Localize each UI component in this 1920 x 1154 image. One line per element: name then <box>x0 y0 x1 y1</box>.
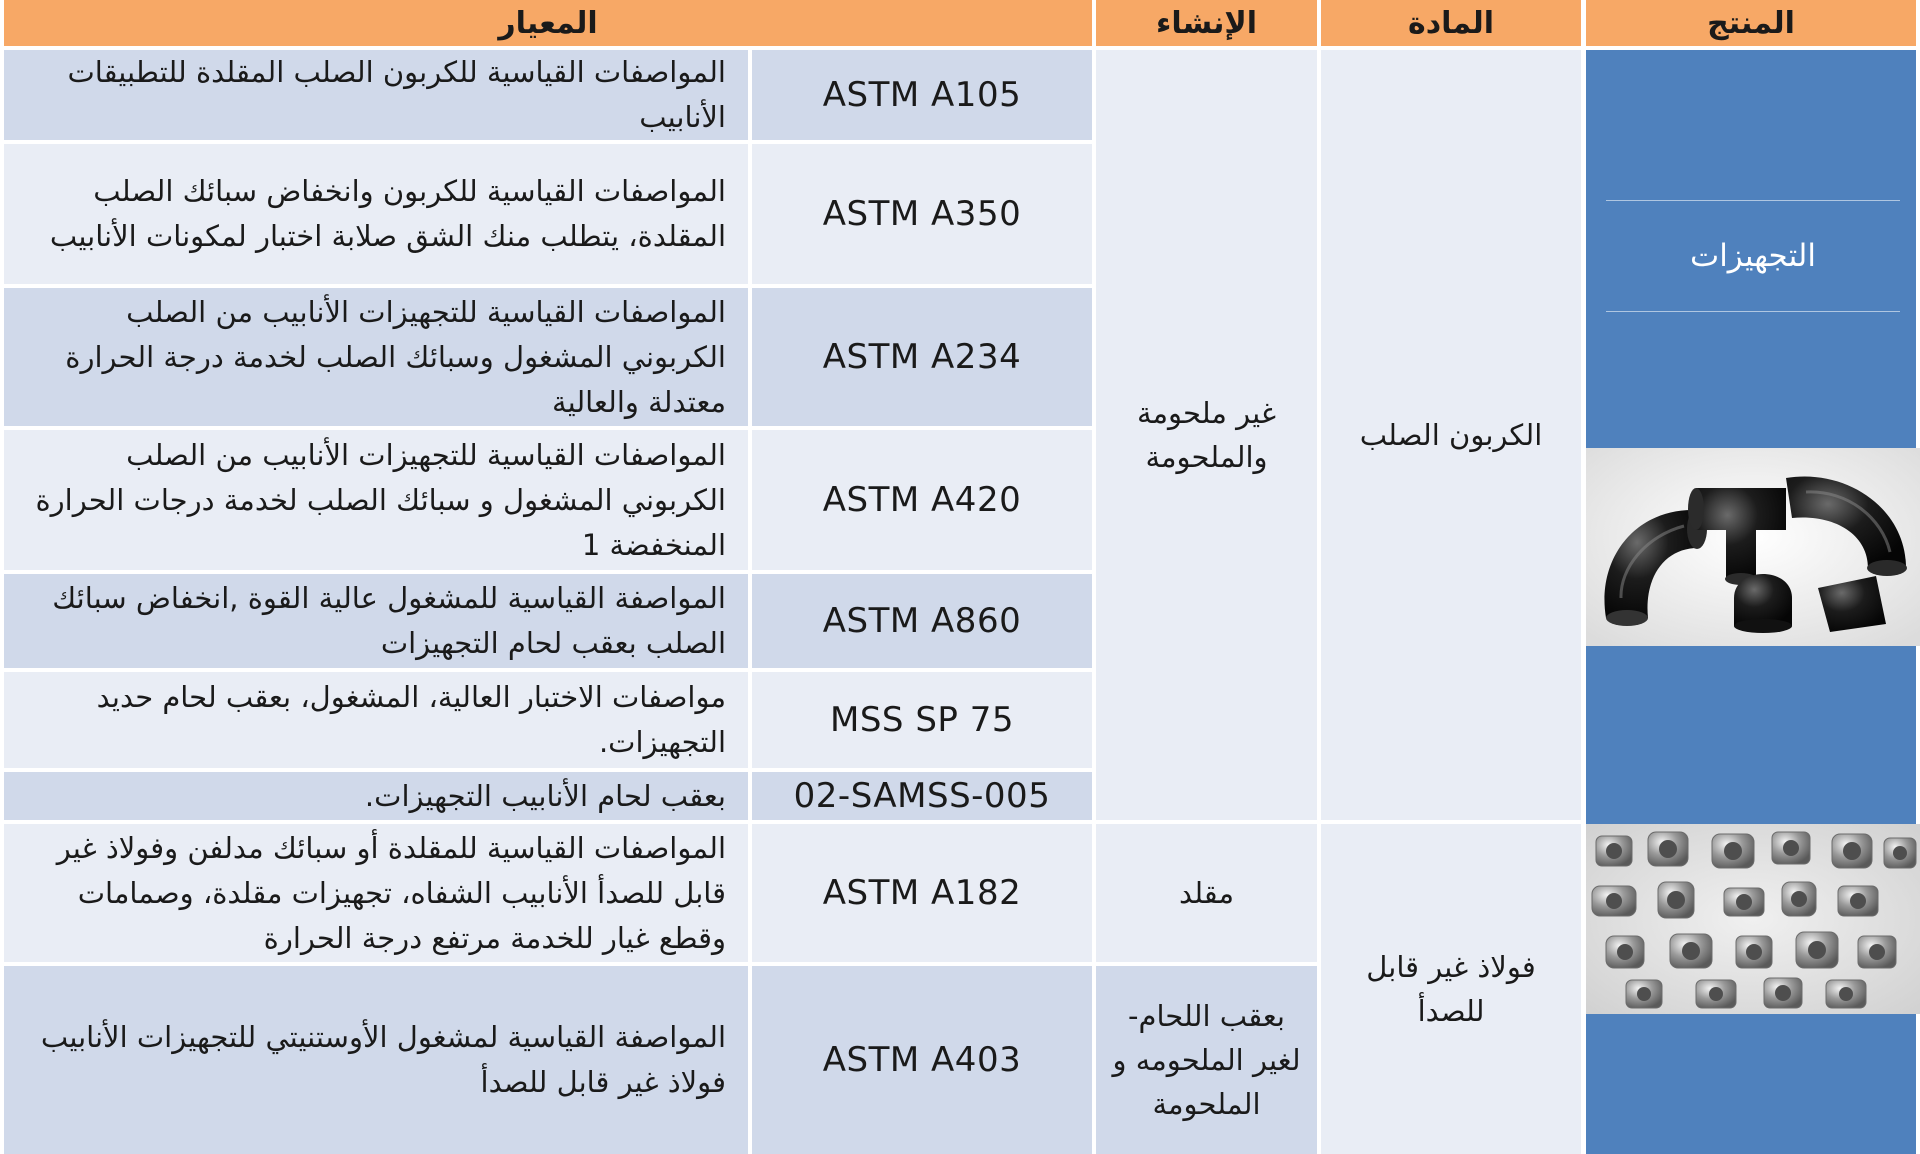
standard-description: المواصفة القياسية للمشغول عالية القوة ,انخفاض سبائك الصلب بعقب لحام التجهيزات <box>4 574 748 668</box>
carbon-steel-fittings-photo <box>1586 448 1920 646</box>
standard-code: ASTM A234 <box>752 288 1092 426</box>
standard-code: ASTM A403 <box>752 966 1092 1154</box>
header-standard: المعيار <box>4 0 1092 46</box>
standard-code: ASTM A420 <box>752 430 1092 570</box>
material-carbon-steel: الكربون الصلب <box>1321 50 1581 820</box>
construction-welded: بعقب اللحام- لغير الملحومه و الملحومة <box>1096 966 1317 1154</box>
standard-description: المواصفات القياسية للمقلدة أو سبائك مدلفن وفولاذ غير قابل للصدأ الأنابيب الشفاه، تجهيزات مقلدة، وصمامات وقطع غيار للخدمة مرتفع درجة الحرارة <box>4 824 748 962</box>
header-construction: الإنشاء <box>1096 0 1317 46</box>
standard-code: ASTM A182 <box>752 824 1092 962</box>
standard-description: مواصفات الاختبار العالية، المشغول، بعقب لحام حديد التجهيزات. <box>4 672 748 768</box>
standard-code: ASTM A860 <box>752 574 1092 668</box>
standard-description: المواصفات القياسية للكربون الصلب المقلدة للتطبيقات الأنابيب <box>4 50 748 140</box>
standard-description: المواصفات القياسية للتجهيزات الأنابيب من الصلب الكربوني المشغول و سبائك الصلب لخدمة درجات الحرارة المنخفضة 1 <box>4 430 748 570</box>
header-product: المنتج <box>1586 0 1916 46</box>
standard-code: ASTM A105 <box>752 50 1092 140</box>
standard-code: 02-SAMSS-005 <box>752 772 1092 820</box>
standard-description: المواصفات القياسية للتجهيزات الأنابيب من الصلب الكربوني المشغول وسبائك الصلب لخدمة درجة الحرارة معتدلة والعالية <box>4 288 748 426</box>
material-stainless-steel: فولاذ غير قابل للصدأ <box>1321 824 1581 1154</box>
standard-description: المواصفة القياسية لمشغول الأوستنيتي للتجهيزات الأنابيب فولاذ غير قابل للصدأ <box>4 966 748 1154</box>
header-material: المادة <box>1321 0 1581 46</box>
standard-code: ASTM A350 <box>752 144 1092 284</box>
product-label: التجهيزات <box>1606 200 1900 312</box>
standard-code: MSS SP 75 <box>752 672 1092 768</box>
construction-forged: مقلد <box>1096 824 1317 962</box>
construction-carbon: غير ملحومة والملحومة <box>1096 50 1317 820</box>
standard-description: المواصفات القياسية للكربون وانخفاض سبائك الصلب المقلدة، يتطلب منك الشق صلابة اختبار لمكونات الأنابيب <box>4 144 748 284</box>
standard-description: بعقب لحام الأنابيب التجهيزات. <box>4 772 748 820</box>
stainless-steel-fittings-photo <box>1586 824 1920 1014</box>
